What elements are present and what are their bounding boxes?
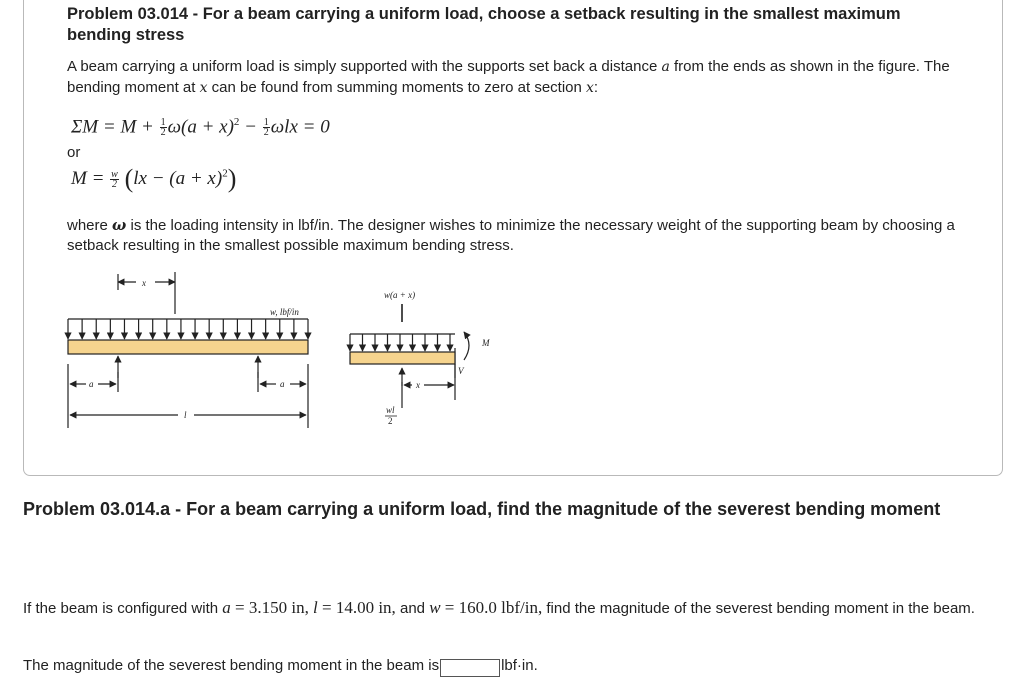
answer-row [23,656,538,677]
uniform-load-arrows [68,319,308,339]
equation-moment: M = $\frac{w}{2}$ $(lx - (a + x)^2)$ [71,164,237,193]
answer-prefix: The magnitude of the severest bending moment in the beam is [23,657,440,674]
loading-description: where ω is the loading intensity in lbf/in. The designer wishes to minimize the necessary weight of the supporting beam by choosing a setback resulting in the smallest possible maximum bending stress. [67,216,955,254]
section-load-arrows [350,334,450,351]
fig-resultant-label: w(a + x) [384,290,416,300]
fig-V-label: V [458,366,464,376]
fig-M-label: M [482,338,490,348]
problem-intro: A beam carrying a uniform load is simply supported with the supports set back a distance a from the ends as shown in the figure. The bending moment at x can be found from summing moments to zero at section x: [67,58,950,96]
beam-figure [60,268,510,433]
fig-load-label: w, lbf/in [270,307,299,317]
fig-reaction-num: wl [386,405,395,415]
equation-moment-sum: ΣM = M + $\frac{1}{2}$ $\omega(a + x)^2$ − $\frac{1}{2}$ ωlx = 0 [71,116,330,139]
problem-title: Problem 03.014 - For a beam carrying a uniform load, choose a setback resulting in the smallest maximum bending stress [67,5,901,44]
fig-a-left: a [89,379,94,389]
section-beam [350,352,455,364]
main-beam [68,340,308,354]
answer-unit: lbf·in. [501,657,538,674]
answer-input[interactable] [440,659,500,677]
given-values: If the beam is configured with a = 3.150 in, l = 14.00 in, and w = 160.0 lbf/in, find the magnitude of the severest bending moment in the beam. [23,598,975,617]
fig-l-label: l [184,410,187,420]
fig-x-label: x [142,278,146,288]
fig-reaction-den: 2 [388,416,393,426]
fig-a-right: a [280,379,285,389]
subproblem-title: Problem 03.014.a - For a beam carrying a uniform load, find the magnitude of the severest bending moment [23,499,941,519]
fig-x-label2: x [416,380,420,390]
or-text: or [67,144,81,161]
